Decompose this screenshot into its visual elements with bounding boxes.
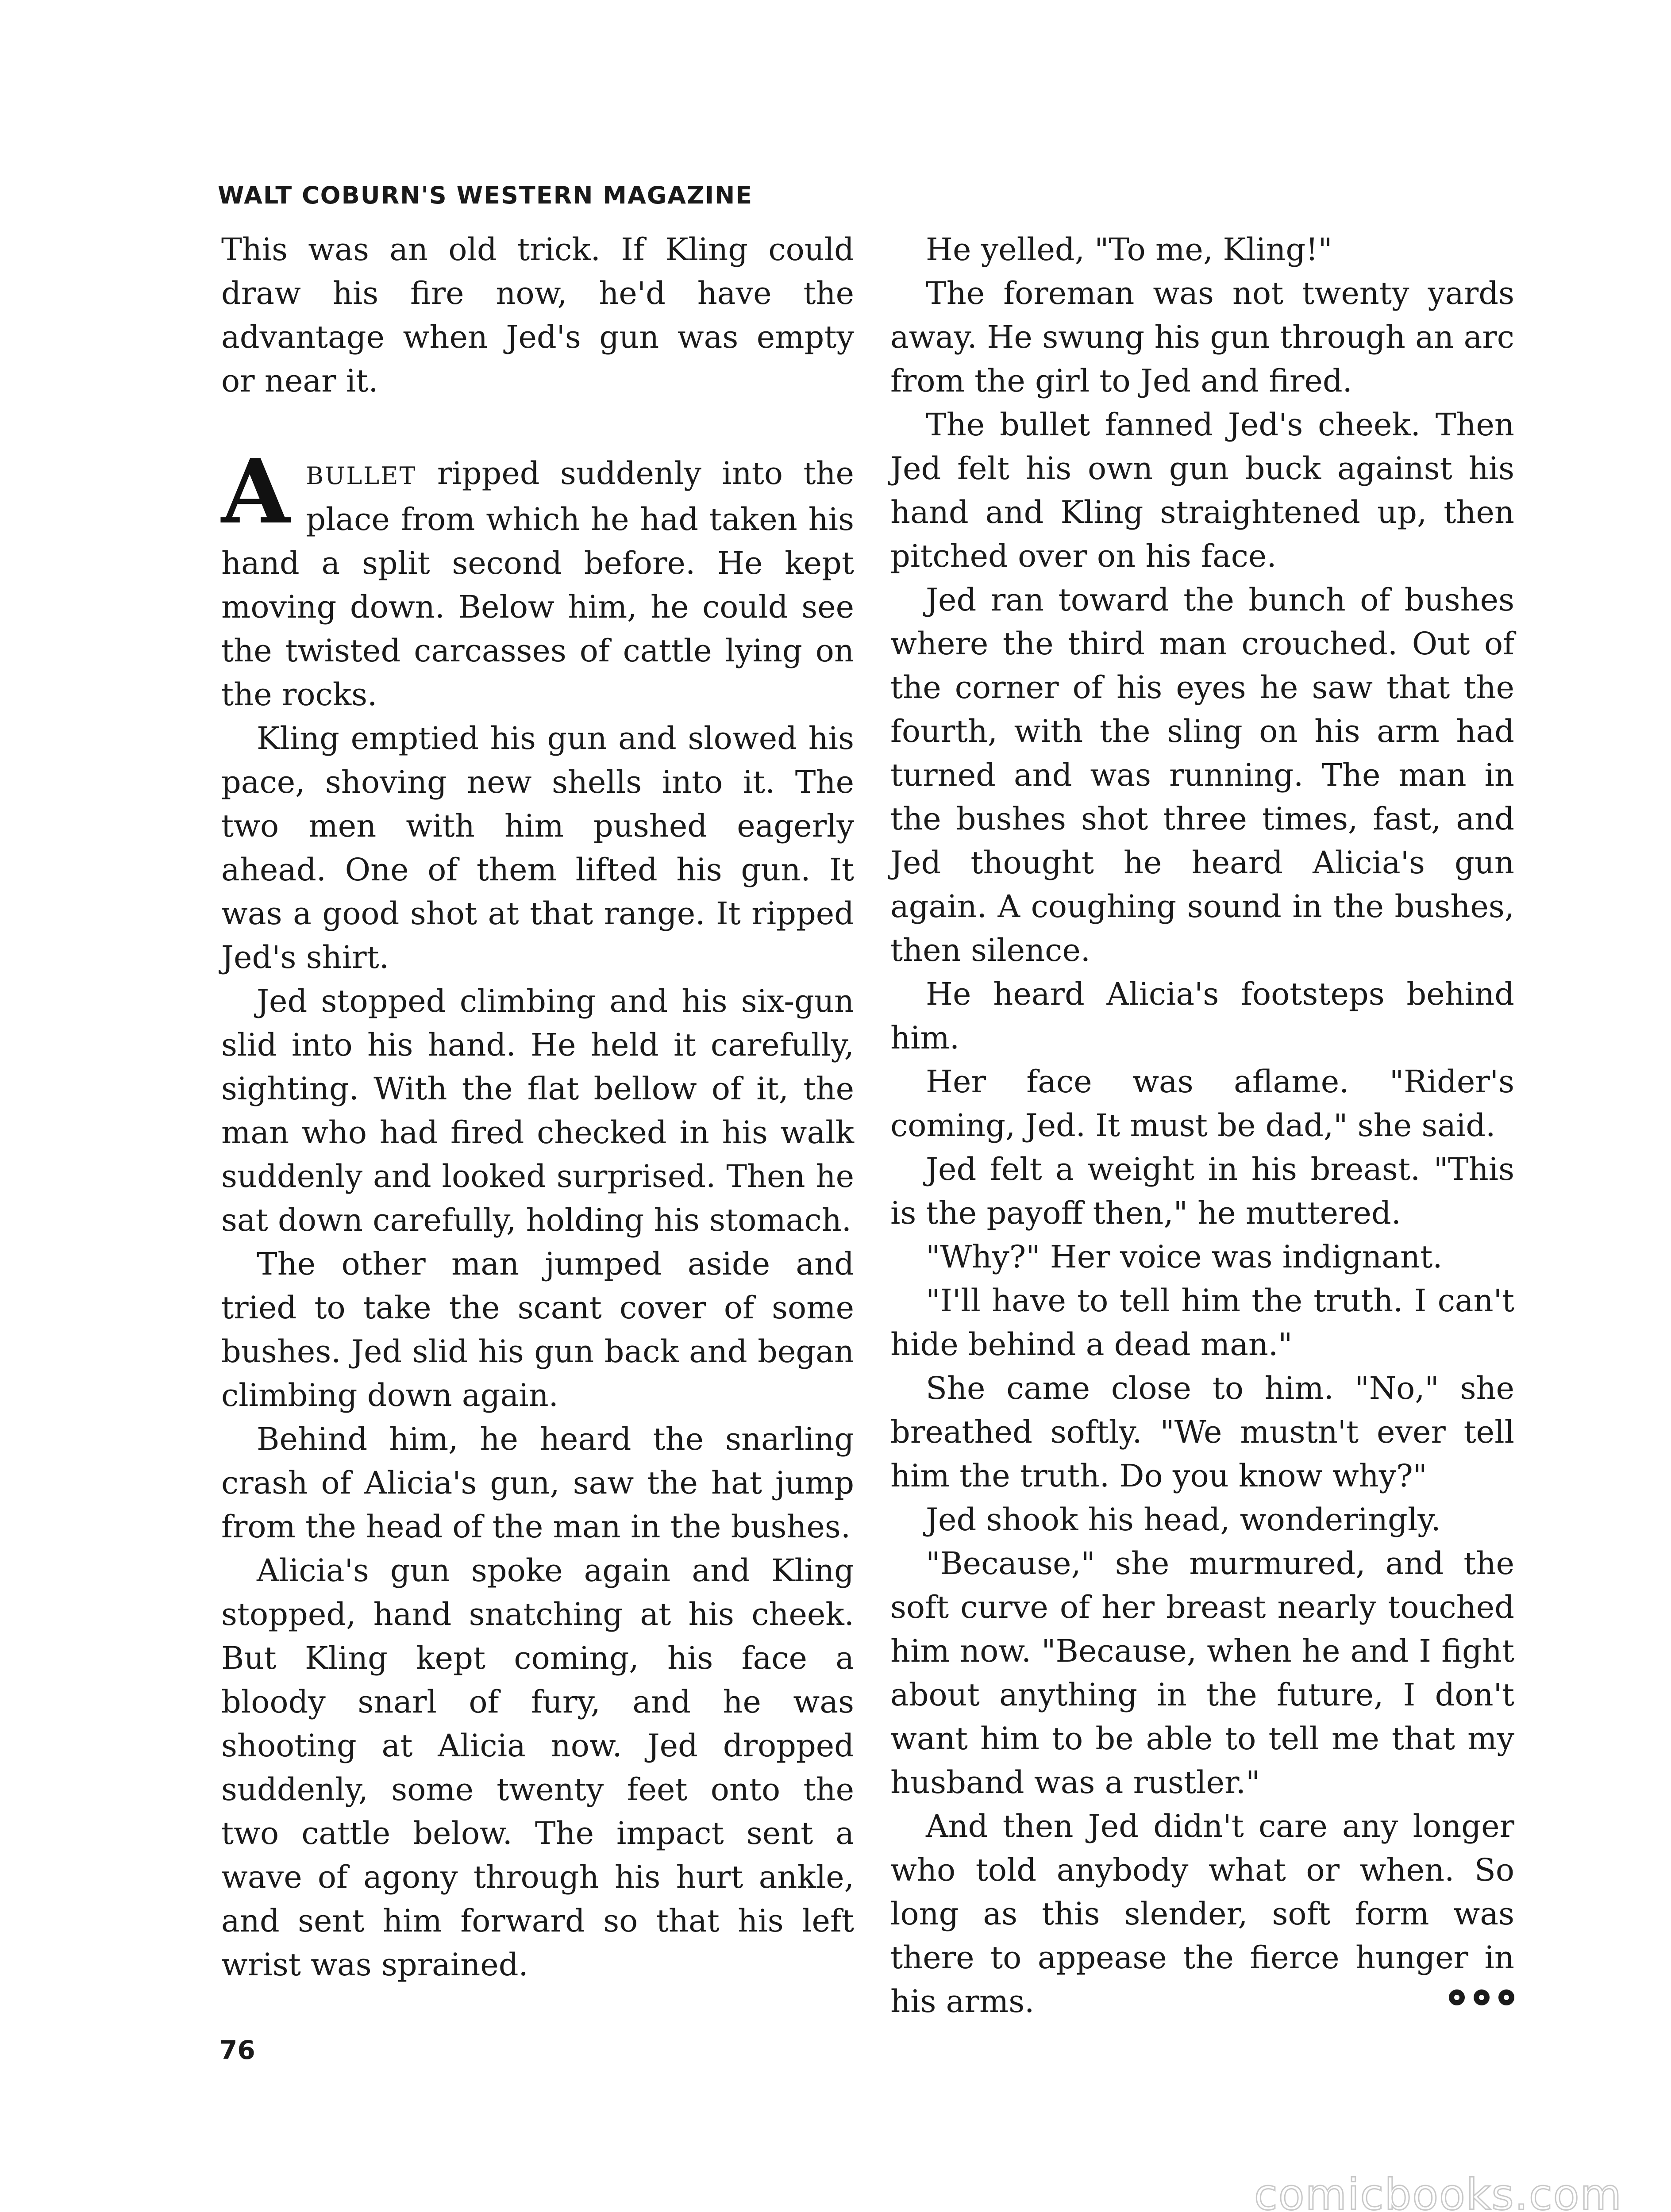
paragraph: Jed ran toward the bunch of bushes where the third man crouched. Out of the corner of his eyes he saw that the fourth, with the sling on his arm had turned and was running. The man in the bushes shot three times, fast, and Jed thought he heard Alicia's gun again. A coughing sound in the bushes, then silence. bbox=[890, 582, 1514, 968]
paragraph: Jed felt a weight in his breast. "This is the payoff then," he muttered. bbox=[890, 1151, 1514, 1231]
paragraph: Jed shook his head, wonderingly. bbox=[926, 1502, 1441, 1538]
paragraph: The other man jumped aside and tried to take the scant cover of some bushes. Jed slid his gun back and began climbing down again. bbox=[221, 1246, 854, 1413]
paragraph: Jed stopped climbing and his six-gun slid into his hand. He held it carefully, sighting. With the flat bellow of it, the man who had fired checked in his walk suddenly and looked surprised. Then he sat down carefully, holding his stomach. bbox=[221, 983, 854, 1238]
left-column bbox=[221, 228, 854, 1987]
end-circle-icon bbox=[1474, 1989, 1490, 2005]
watermark: comicbooks.com bbox=[1254, 2170, 1622, 2212]
small-caps-lead: BULLET bbox=[306, 462, 417, 490]
paragraph: Kling emptied his gun and slowed his pace, shoving new shells into it. The two men with him pushed eagerly ahead. One of them lifted his gun. It was a good shot at that range. It ripped Jed's shirt. bbox=[221, 720, 854, 975]
end-circle-icon bbox=[1498, 1989, 1514, 2005]
page-number: 76 bbox=[219, 2035, 255, 2065]
paragraph: This was an old trick. If Kling could draw his fire now, he'd have the advantage when Jed's gun was empty or near it. bbox=[221, 231, 854, 399]
paragraph: He heard Alicia's footsteps behind him. bbox=[890, 976, 1514, 1056]
end-of-story-mark bbox=[1449, 1989, 1514, 2005]
running-head: WALT COBURN'S WESTERN MAGAZINE bbox=[218, 181, 753, 209]
paragraph: The foreman was not twenty yards away. He swung his gun through an arc from the girl to Jed and fired. bbox=[890, 275, 1514, 399]
paragraph: "Why?" Her voice was indignant. bbox=[926, 1239, 1443, 1275]
paragraph: Her face was aflame. "Rider's coming, Jed. It must be dad," she said. bbox=[890, 1064, 1514, 1144]
paragraph: He yelled, "To me, Kling!" bbox=[926, 231, 1332, 268]
paragraph-text: ripped suddenly into the place from which he had taken his hand a split second before. He kept moving down. Below him, he could see the twisted carcasses of cattle lying on the rocks. bbox=[221, 455, 854, 713]
paragraph: She came close to him. "No," she breathed softly. "We mustn't ever tell him the truth. Do you know why?" bbox=[890, 1370, 1514, 1494]
paragraph-drop-cap bbox=[221, 440, 854, 717]
paragraph: Alicia's gun spoke again and Kling stopped, hand snatching at his cheek. But Kling kept coming, his face a bloody snarl of fury, and he was shooting at Alicia now. Jed dropped suddenly, some twenty feet onto the two cattle below. The impact sent a wave of agony through his hurt ankle, and sent him forward so that his left wrist was sprained. bbox=[221, 1552, 854, 1983]
paragraph: "I'll have to tell him the truth. I can't hide behind a dead man." bbox=[890, 1283, 1514, 1363]
right-column bbox=[890, 228, 1514, 2024]
paragraph: "Because," she murmured, and the soft curve of her breast nearly touched him now. "Because, when he and I fight about anything in the future, I don't want him to be able to tell me that my husband was a rustler." bbox=[890, 1545, 1514, 1801]
drop-cap: A bbox=[221, 440, 290, 544]
end-circle-icon bbox=[1449, 1989, 1465, 2005]
paragraph-text: And then Jed didn't care any longer who told anybody what or when. So long as this slender, soft form was there to appease the fierce hunger in his arms. bbox=[890, 1808, 1514, 2020]
paragraph: The bullet fanned Jed's cheek. Then Jed felt his own gun buck against his hand and Kling straightened up, then pitched over on his face. bbox=[890, 407, 1514, 574]
paragraph-final bbox=[890, 1805, 1514, 2024]
paragraph: Behind him, he heard the snarling crash of Alicia's gun, saw the hat jump from the head of the man in the bushes. bbox=[221, 1421, 854, 1545]
